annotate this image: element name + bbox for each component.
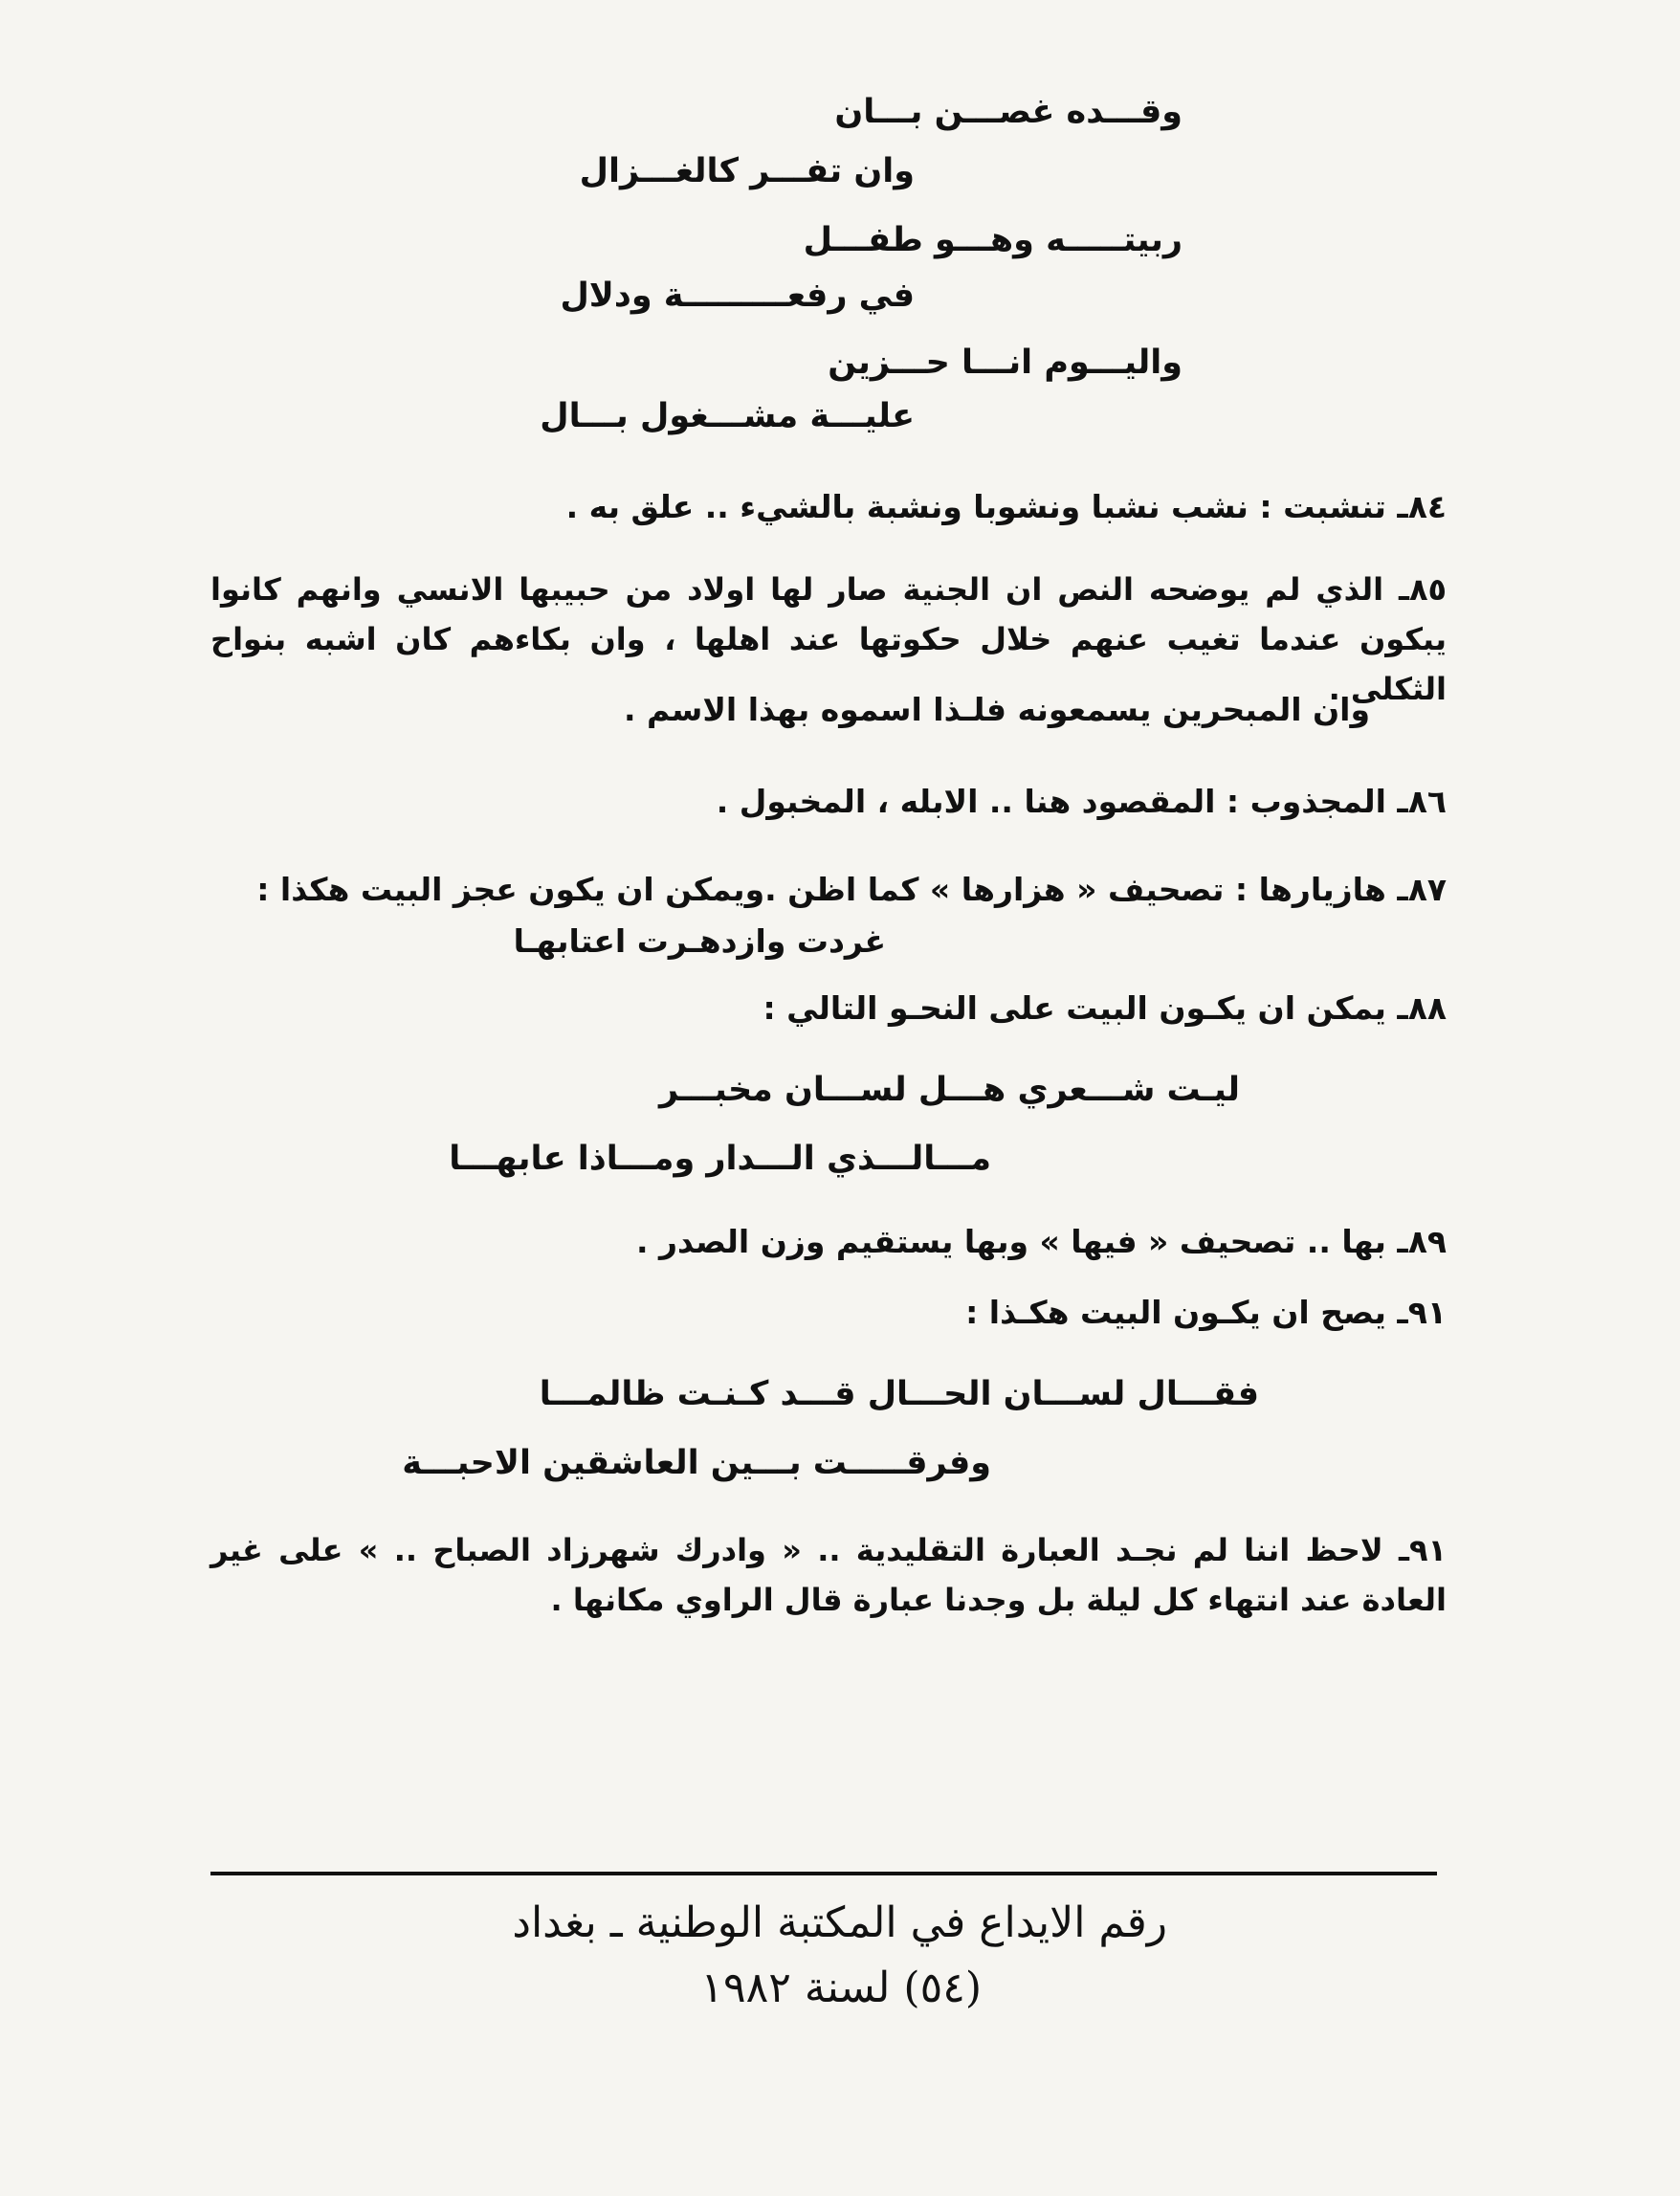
poem1-line-2: وان تفـــر كالغـــزال — [579, 152, 915, 190]
poem1-line-5: واليـــوم انـــا حـــزين — [828, 344, 1183, 382]
note-91-b — [210, 1525, 1447, 1625]
poem1-line-3: ربيتـــــه وهـــو طفـــل — [803, 221, 1183, 259]
note-91-b-text: ٩١ـ لاحظ اننا لم نجـد العبارة التقليدية .. « وادرك شهرزاد الصباح .. » على غير العادة عند انتهاء كل ليلة بل وجدنا عبارة قال الراوي مكانها . — [210, 1532, 1447, 1618]
poem2-line-1: ليـت شـــعري هـــل لســـان مخبـــر — [659, 1071, 1240, 1109]
poem1-line-1: وقـــده غصـــن بـــان — [834, 93, 1183, 131]
note-84: ٨٤ـ تنشبت : نشب نشبا ونشوبا ونشبة بالشيء .. علق به . — [565, 488, 1447, 525]
note-87-verse: غردت وازدهـرت اعتابهـا — [513, 922, 886, 960]
footer-year: (٥٤) لسنة ١٩٨٢ — [700, 1963, 982, 2012]
poem2-line-2: مـــالـــذي الـــدار ومـــاذا عابهـــا — [449, 1140, 991, 1178]
poem3-line-2: وفرقـــــت بـــين العاشقين الاحبـــة — [402, 1444, 991, 1482]
footer-deposit-number: رقم الايداع في المكتبة الوطنية ـ بغداد — [512, 1898, 1167, 1947]
note-89: ٨٩ـ بها .. تصحيف « فيها » وبها يستقيم وزن الصدر . — [635, 1223, 1447, 1260]
note-88: ٨٨ـ يمكن ان يكـون البيت على النحـو التالي : — [763, 989, 1447, 1027]
note-85-continued: وان المبحرين يسمعونه فلـذا اسموه بهذا الاسم . — [623, 691, 1370, 728]
note-91-a: ٩١ـ يصح ان يكـون البيت هكـذا : — [965, 1294, 1447, 1331]
poem1-line-6: عليـــة مشـــغول بـــال — [540, 397, 915, 435]
note-87: ٨٧ـ هازيارها : تصحيف « هزارها » كما اظن .ويمكن ان يكون عجز البيت هكذا : — [256, 871, 1447, 908]
note-85-text: ٨٥ـ الذي لم يوضحه النص ان الجنية صار لها اولاد من حبيبها الانسي وانهم كانوا يبكون عندما تغيب عنهم خلال حكوتها عند اهلها ، وان بكاءهم كان اشبه بنواح الثكلى . — [210, 571, 1447, 707]
footer-divider — [210, 1872, 1437, 1875]
note-86: ٨٦ـ المجذوب : المقصود هنا .. الابله ، المخبول . — [716, 783, 1447, 820]
poem3-line-1: فقـــال لســـان الحـــال قـــد كـنـت ظالمـــا — [539, 1375, 1259, 1413]
poem1-line-4: في رفعـــــــــة ودلال — [560, 277, 915, 315]
